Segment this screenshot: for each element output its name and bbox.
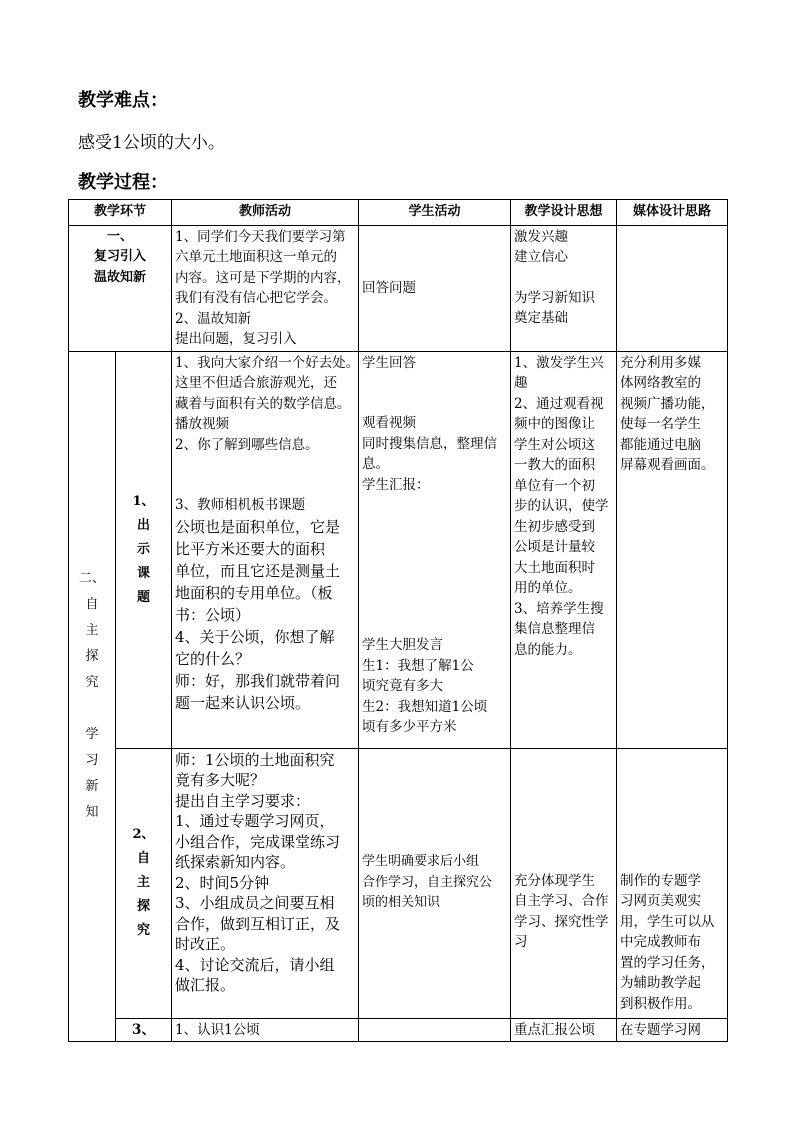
stage-line: 课: [137, 565, 151, 581]
text-line: 师：1公顷的土地面积究: [175, 750, 335, 769]
text-line: 内容。这可是下学期的内容，: [175, 269, 351, 286]
media-cell: [617, 351, 728, 748]
student-cell: [359, 351, 511, 748]
text-line: 奠定基础: [514, 310, 569, 326]
text-line: 同时搜集信息，整理信: [362, 435, 498, 452]
text-line: 大土地面积时: [514, 559, 596, 576]
text-line: 提出自主学习要求：: [175, 791, 311, 810]
substage-cell-3: 3、: [116, 1018, 172, 1042]
table-row: [69, 748, 728, 1018]
text-line: 回答问题: [362, 279, 417, 296]
text-line: 步的认识，使学: [514, 498, 609, 514]
text-line: 生1：我想了解1公: [362, 657, 474, 674]
text-line: 自主学习、合作: [514, 893, 609, 909]
stage-line: 自: [137, 851, 151, 866]
text-line: 习网页美观实: [620, 893, 702, 909]
process-heading: 教学过程：: [78, 172, 168, 193]
text-line: 1、通过专题学习网页，: [175, 812, 335, 830]
text-line: 播放视频: [175, 416, 230, 432]
text-line: 单位有一个初: [514, 477, 596, 494]
text-line: 顷有多少平方米: [362, 719, 457, 735]
text-line: 4、关于公顷，你想了解: [175, 627, 335, 646]
text-line: 我们有没有信心把它学会。: [175, 290, 338, 306]
header-stage: 教学环节: [69, 200, 172, 226]
text-line: 公顷也是面积单位，它是: [175, 517, 341, 536]
text-line: 息。: [362, 456, 390, 472]
stage-cell-explore: [69, 351, 116, 1042]
text-line: 使每一名学生: [620, 416, 702, 432]
media-cell: 在专题学习网: [617, 1018, 728, 1042]
text-line: 充分利用多媒: [620, 354, 702, 371]
stage-line: 知: [85, 805, 99, 821]
teacher-cell: 1、认识1公顷: [172, 1018, 359, 1042]
text-line: 合作，做到互相订正，及: [175, 914, 341, 933]
text-line: 1、我向大家介绍一个好去处。: [175, 354, 360, 371]
table-row: [69, 351, 728, 748]
text-line: 合作学习，自主探究公: [362, 874, 493, 890]
spacer: [175, 475, 355, 495]
text-line: 公顷是计量较: [514, 539, 596, 555]
text-line: 1、激发学生兴: [514, 354, 604, 371]
spacer: [362, 393, 507, 413]
student-cell: [359, 1018, 511, 1042]
text-line: 六单元土地面积这一单元的: [175, 249, 338, 265]
stage-line: 2、: [132, 827, 155, 842]
text-line: 师：好，那我们就带着问: [175, 671, 341, 690]
stage-line: 出: [137, 517, 151, 533]
stage-line: 究: [85, 675, 99, 691]
text-line: 观看视频: [362, 415, 417, 431]
header-teacher: 教师活动: [172, 200, 359, 226]
text-line: 藏着与面积有关的数学信息。: [175, 395, 351, 412]
text-line: 3、小组成员之间要互相: [175, 894, 335, 912]
text-line: 建立信心: [514, 249, 569, 265]
text-line: 为辅助教学起: [620, 975, 702, 991]
student-cell: [359, 225, 511, 351]
spacer: [72, 696, 112, 722]
design-cell: [511, 748, 617, 1018]
spacer: [175, 455, 355, 475]
text-line: 它的什么？: [175, 649, 251, 668]
text-line: 集信息整理信: [514, 621, 596, 637]
header-design: 教学设计思想: [511, 200, 617, 226]
stage-line: 新: [85, 779, 99, 795]
text-line: 屏幕观看画面。: [620, 457, 715, 473]
stage-line: 主: [137, 875, 151, 890]
text-line: 学生对公顷这: [514, 436, 596, 453]
teacher-cell: [172, 748, 359, 1018]
substage-cell-show-topic: [116, 351, 172, 748]
text-line: 一教大的面积: [514, 457, 596, 473]
text-line: 2、温故知新: [175, 310, 252, 327]
text-line: 到积极作用。: [620, 995, 702, 1012]
table-header-row: [69, 200, 728, 226]
text-line: 地面积的专用单位。（板: [175, 583, 333, 602]
design-cell: [511, 225, 617, 351]
text-line: 学生明确要求后小组: [362, 854, 480, 870]
text-line: 提出问题，复习引入: [175, 331, 297, 347]
stage-line: 习: [85, 753, 99, 769]
text-line: 置的学习任务，: [620, 954, 715, 971]
stage-line: 一、: [107, 228, 134, 244]
text-line: 趣: [514, 375, 528, 391]
text-line: 顷究竟有多大: [362, 678, 444, 694]
text-line: 都能通过电脑: [620, 436, 702, 453]
text-line: 用，学生可以从: [620, 913, 715, 930]
text-line: 学生回答: [362, 354, 417, 371]
difficulty-text: 感受1公顷的大小。: [78, 133, 225, 153]
text-line: 这里不但适合旅游观光，还: [175, 375, 338, 391]
text-line: 2、你了解到哪些信息。: [175, 436, 319, 453]
media-cell: [617, 748, 728, 1018]
spacer: [362, 373, 507, 393]
stage-line: 题: [137, 589, 151, 605]
text-line: 为学习新知识: [514, 289, 596, 306]
design-cell: [511, 351, 617, 748]
text-line: 频中的图像让: [514, 416, 596, 432]
text-line: 顷的相关知识: [362, 895, 441, 911]
header-media: 媒体设计思路: [617, 200, 728, 226]
substage-cell-self-explore: [116, 748, 172, 1018]
difficulty-heading: 教学难点：: [78, 90, 168, 111]
text-line: 1、同学们今天我们要学习第: [175, 228, 346, 245]
stage-line: 自: [85, 597, 99, 613]
text-line: 中完成教师布: [620, 934, 702, 950]
text-line: 比平方米还要大的面积: [175, 539, 326, 558]
stage-line: 主: [85, 623, 99, 639]
text-line: 体网络教室的: [620, 375, 702, 391]
stage-line: 究: [137, 923, 151, 938]
stage-line: 1、: [132, 493, 155, 509]
text-line: 生2：我想知道1公顷: [362, 698, 488, 715]
text-line: 4、讨论交流后，请小组: [175, 955, 335, 974]
text-line: 题一起来认识公顷。: [175, 693, 311, 712]
design-cell: 重点汇报公顷: [511, 1018, 617, 1042]
text-line: 激发兴趣: [514, 228, 569, 245]
stage-line: 温故知新: [94, 269, 147, 285]
text-line: 习: [514, 934, 528, 950]
text-line: 做汇报。: [175, 976, 236, 994]
text-line: 3、培养学生搜: [514, 600, 604, 617]
stage-line: 探: [137, 899, 151, 914]
text-line: 2、通过观看视: [514, 395, 604, 412]
text-line: 时改正。: [175, 935, 236, 953]
text-line: 制作的专题学: [620, 872, 702, 889]
header-student: 学生活动: [359, 200, 511, 226]
media-cell: [617, 225, 728, 351]
text-line: 小组合作，完成课堂练习: [175, 832, 341, 851]
stage-line: 复习引入: [94, 249, 147, 264]
teacher-cell: [172, 351, 359, 748]
text-line: 学生汇报：: [362, 476, 430, 493]
text-line: 单位，而且它还是测量土: [175, 561, 341, 580]
text-line: 纸探索新知内容。: [175, 853, 296, 871]
text-line: 视频广播功能，: [620, 395, 715, 412]
stage-cell-review: [69, 225, 172, 351]
stage-line: 学: [85, 727, 99, 743]
text-line: 学生大胆发言: [362, 637, 444, 653]
stage-line: 探: [85, 649, 99, 665]
spacer: [514, 268, 613, 288]
text-line: 竟有多大呢？: [175, 771, 266, 789]
text-line: 生初步感受到: [514, 518, 596, 535]
text-line: 充分体现学生: [514, 872, 596, 889]
student-cell: [359, 748, 511, 1018]
text-line: 用的单位。: [514, 580, 582, 596]
stage-line: 示: [137, 541, 151, 557]
lesson-process-table: [68, 199, 728, 1042]
teacher-cell: [172, 225, 359, 351]
text-line: 息的能力。: [514, 641, 582, 658]
stage-line: 二、: [78, 571, 105, 587]
text-line: 2、时间5分钟: [175, 873, 270, 892]
table-row: [69, 225, 728, 351]
table-row: [69, 1018, 728, 1042]
text-line: 3、教师相机板书课题: [175, 497, 306, 513]
spacer: [362, 495, 507, 635]
text-line: 书：公顷）: [175, 605, 251, 624]
text-line: 学习、探究性学: [514, 913, 609, 930]
